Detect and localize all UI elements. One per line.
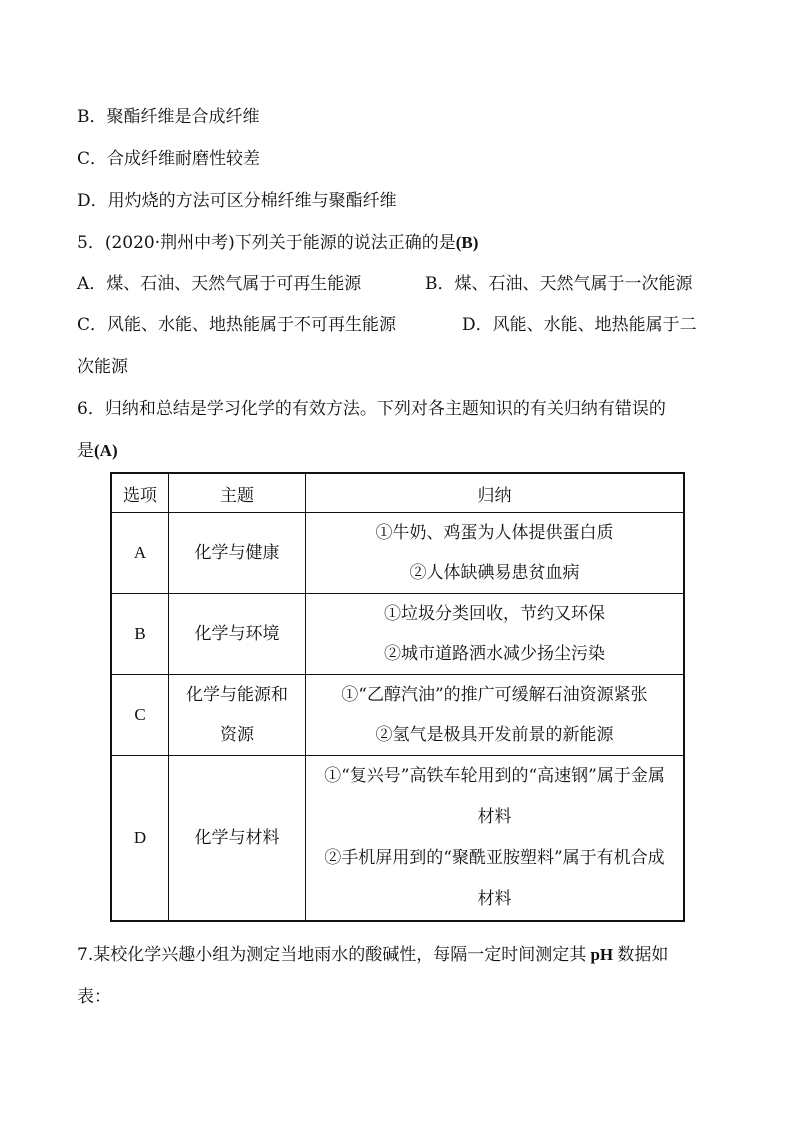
header-topic: 主题 [169, 473, 306, 513]
question-7-text-a: 7.某校化学兴趣小组为测定当地雨水的酸碱性，每隔一定时间测定其 [77, 945, 587, 965]
question-7-stem-line-1 [77, 944, 668, 966]
question-5-option-c: C．风能、水能、地热能属于不可再生能源 [77, 315, 397, 335]
table-row [111, 513, 684, 594]
question-5-option-b: B．煤、石油、天然气属于一次能源 [425, 274, 693, 294]
table-row [111, 594, 684, 675]
question-5-text: 5．(2020·荆州中考)下列关于能源的说法正确的是 [77, 233, 456, 253]
question-6-stem-prefix: 是 [77, 441, 94, 461]
header-summary: 归纳 [306, 473, 685, 513]
row-option: B [111, 594, 169, 675]
row-summary: ①“乙醇汽油”的推广可缓解石油资源紧张 ②氢气是极具开发前景的新能源 [306, 675, 685, 756]
row-option: D [111, 756, 169, 922]
question-7-stem-line-2: 表： [77, 987, 111, 1007]
table-row [111, 675, 684, 756]
question-5-option-d-continued: 次能源 [77, 357, 128, 377]
row-option: A [111, 513, 169, 594]
row-topic: 化学与环境 [169, 594, 306, 675]
table-header-row [111, 473, 684, 513]
option-b-line: B．聚酯纤维是合成纤维 [77, 107, 260, 127]
row-topic: 化学与健康 [169, 513, 306, 594]
question-6-stem-line-1: 6．归纳和总结是学习化学的有效方法。下列对各主题知识的有关归纳有错误的 [77, 399, 666, 419]
header-option: 选项 [111, 473, 169, 513]
row-summary: ①“复兴号”高铁车轮用到的“高速钢”属于金属 材料 ②手机屏用到的“聚酰亚胺塑料”属于有机合成 材料 [306, 756, 685, 922]
question-7-text-b: 数据如 [617, 945, 669, 965]
question-5-stem [77, 232, 478, 254]
question-5-option-d: D．风能、水能、地热能属于二 [462, 315, 697, 335]
row-summary: ①垃圾分类回收，节约又环保 ②城市道路洒水减少扬尘污染 [306, 594, 685, 675]
question-5-options-row-1 [77, 273, 757, 295]
option-d-line: D．用灼烧的方法可区分棉纤维与聚酯纤维 [77, 191, 397, 211]
question-5-options-row-2 [77, 314, 757, 336]
question-5-option-a: A．煤、石油、天然气属于可再生能源 [77, 274, 362, 294]
option-c-line: C．合成纤维耐磨性较差 [77, 149, 261, 169]
question-6-answer: (A) [94, 441, 118, 460]
knowledge-table [110, 472, 685, 922]
question-7-ph: pH [586, 945, 618, 964]
table-row [111, 756, 684, 922]
question-6-stem-line-2 [77, 440, 118, 462]
row-option: C [111, 675, 169, 756]
row-summary: ①牛奶、鸡蛋为人体提供蛋白质 ②人体缺碘易患贫血病 [306, 513, 685, 594]
row-topic: 化学与能源和 资源 [169, 675, 306, 756]
row-topic: 化学与材料 [169, 756, 306, 922]
question-5-answer: (B) [455, 233, 479, 252]
